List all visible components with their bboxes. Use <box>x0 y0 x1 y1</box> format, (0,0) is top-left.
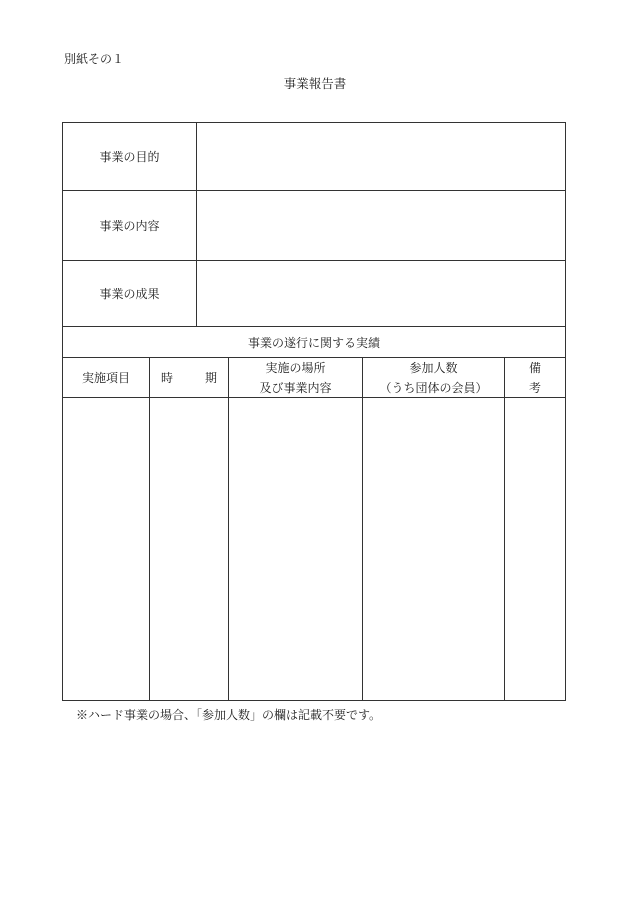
purpose-row <box>63 123 565 191</box>
result-label: 事業の成果 <box>63 261 197 326</box>
column-header-members-line1: 参加人数 <box>409 360 458 375</box>
purpose-label: 事業の目的 <box>63 123 197 190</box>
column-header-period-text: 時 期 <box>160 370 227 385</box>
column-notes <box>505 358 574 700</box>
result-field[interactable] <box>196 261 565 326</box>
column-members <box>363 358 505 700</box>
column-header-place <box>229 358 362 398</box>
performance-table <box>63 358 574 700</box>
column-header-place-line2: 及び事業内容 <box>259 380 332 395</box>
column-header-period <box>150 358 228 398</box>
report-form <box>62 122 574 701</box>
item-field[interactable] <box>63 398 149 700</box>
column-period <box>150 358 229 700</box>
document-title: 事業報告書 <box>283 76 347 91</box>
purpose-field[interactable] <box>196 123 565 190</box>
column-header-notes-text: 備 考 <box>528 360 574 395</box>
attachment-label: 別紙その１ <box>64 52 125 66</box>
period-field[interactable] <box>150 398 228 700</box>
column-header-members-line2: （うち団体の会員） <box>379 380 488 395</box>
column-header-notes <box>505 358 574 398</box>
content-label: 事業の内容 <box>63 191 197 260</box>
content-row <box>63 191 565 261</box>
notes-field[interactable] <box>505 398 565 700</box>
place-field[interactable] <box>229 398 362 700</box>
content-field[interactable] <box>196 191 565 260</box>
performance-heading-row <box>63 327 565 358</box>
performance-heading: 事業の遂行に関する実績 <box>247 335 380 350</box>
members-field[interactable] <box>363 398 504 700</box>
column-header-members <box>363 358 504 398</box>
column-place <box>229 358 363 700</box>
footnote: ※ハード事業の場合、「参加人数」の欄は記載不要です。 <box>76 708 382 722</box>
column-item <box>63 358 150 700</box>
column-header-item <box>63 358 149 398</box>
column-header-item-text: 実施項目 <box>81 370 130 385</box>
result-row <box>63 261 565 327</box>
column-header-place-line1: 実施の場所 <box>265 360 326 375</box>
